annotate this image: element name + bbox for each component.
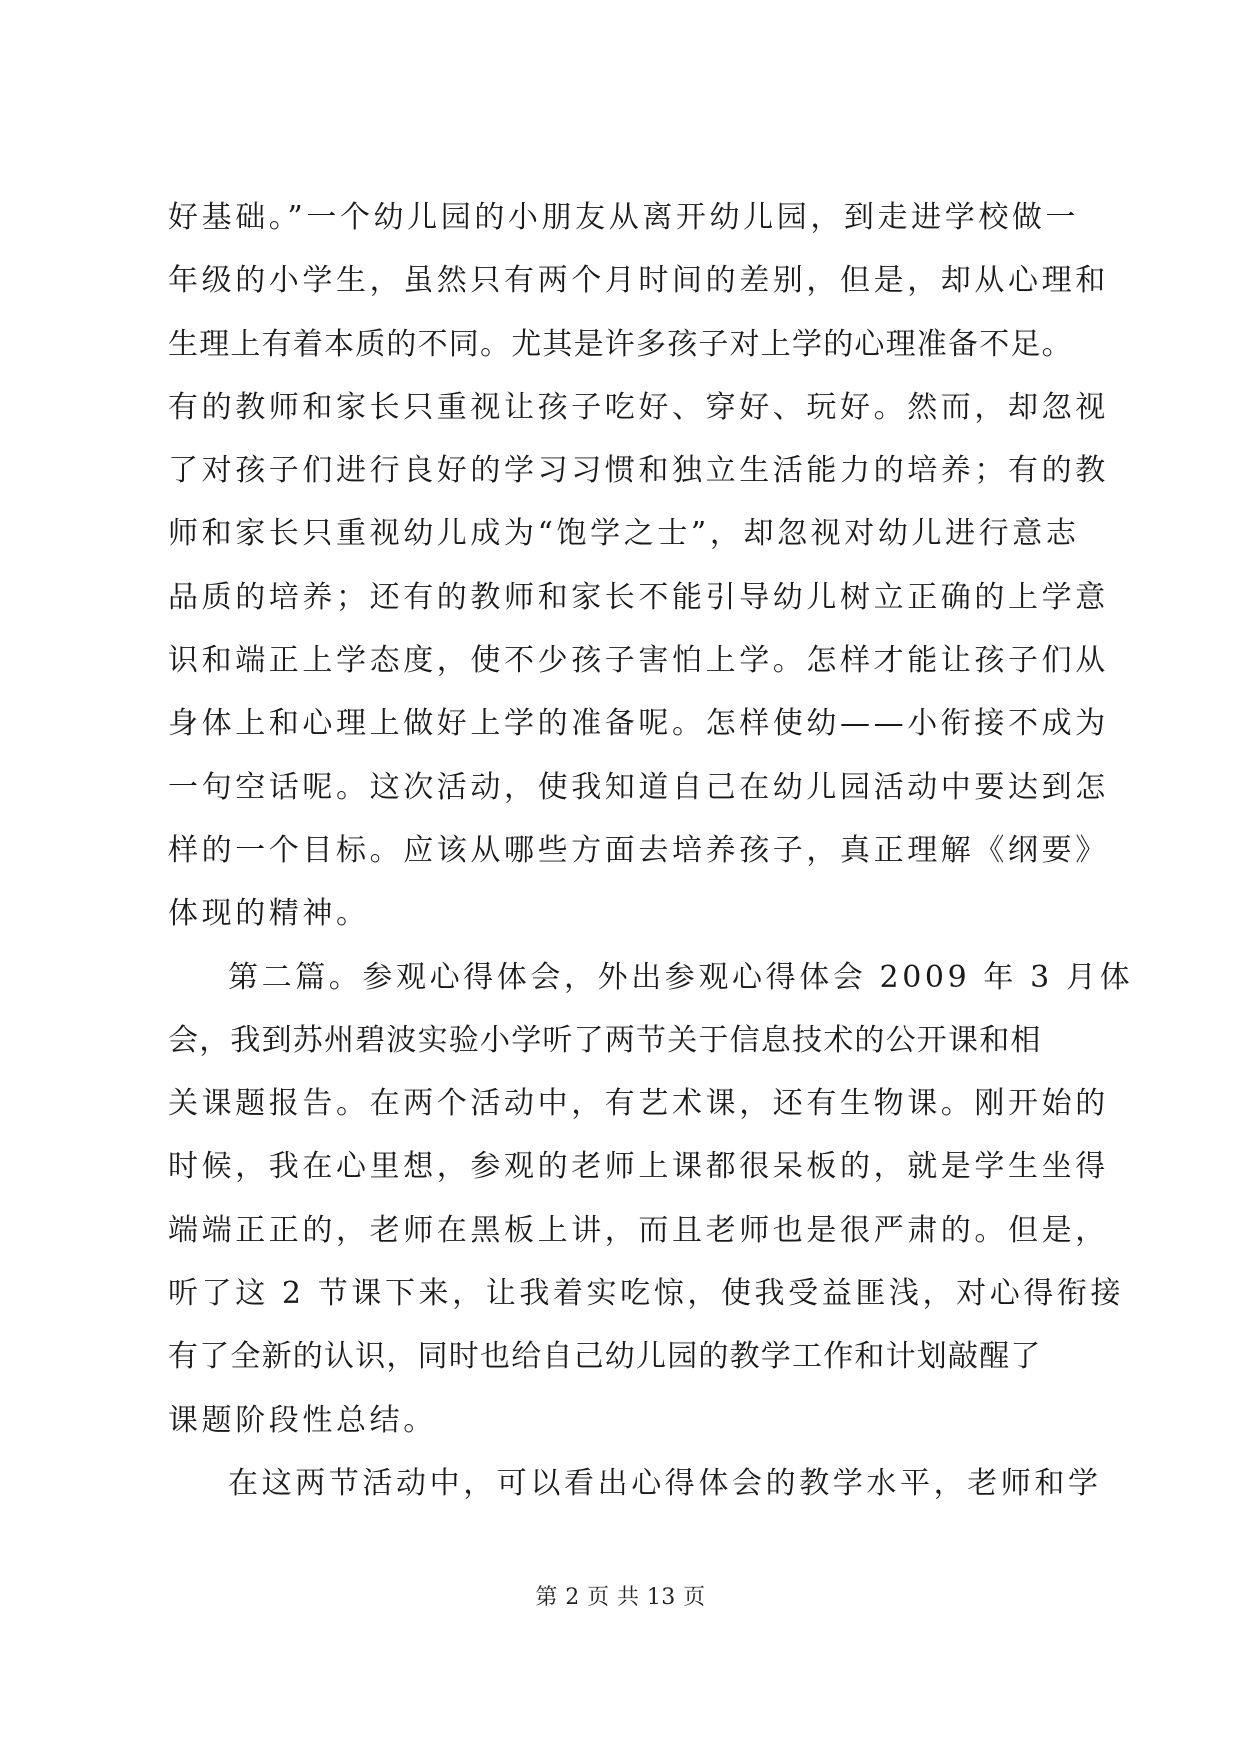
text-line-5: 了对孩子们进行良好的学习习惯和独立生活能力的培养；有的教 — [168, 453, 1109, 489]
text-line-14: 会，我到苏州碧波实验小学听了两节关于信息技术的公开课和相 — [168, 1022, 1042, 1058]
text-line-3: 生理上有着本质的不同。尤其是许多孩子对上学的心理准备不足。 — [168, 326, 1073, 362]
text-line-2: 年级的小学生，虽然只有两个月时间的差别，但是，却从心理和 — [168, 263, 1109, 299]
text-line-1: 好基础。”一个幼儿园的小朋友从离开幼儿园，到走进学校做一 — [168, 200, 1080, 235]
text-line-8: 识和端正上学态度，使不少孩子害怕上学。怎样才能让孩子们从 — [168, 643, 1109, 679]
text-line-4: 有的教师和家长只重视让孩子吃好、穿好、玩好。然而，却忽视 — [168, 389, 1109, 425]
text-line-10: 一句空话呢。这次活动，使我知道自己在幼儿园活动中要达到怎 — [168, 769, 1109, 805]
text-line-11: 样的一个目标。应该从哪些方面去培养孩子，真正理解《纲要》 — [168, 832, 1109, 868]
text-line-19: 有了全新的认识，同时也给自己幼儿园的教学工作和计划敲醒了 — [168, 1339, 1042, 1375]
text-line-15: 关课题报告。在两个活动中，有艺术课，还有生物课。刚开始的 — [168, 1086, 1109, 1122]
document-body — [168, 186, 1134, 1515]
text-line-18: 听了这 2 节课下来，让我着实吃惊，使我受益匪浅，对心得衔接 — [168, 1276, 1125, 1312]
text-line-6: 师和家长只重视幼儿成为“饱学之士”，却忽视对幼儿进行意志 — [168, 516, 1080, 552]
text-line-9: 身体上和心理上做好上学的准备呢。怎样使幼——小衔接不成为 — [168, 706, 1109, 742]
text-line-13: 第二篇。参观心得体会，外出参观心得体会 2009 年 3 月体 — [228, 959, 1134, 995]
text-line-20: 课题阶段性总结。 — [168, 1402, 437, 1438]
text-line-16: 时候，我在心里想，参观的老师上课都很呆板的，就是学生坐得 — [168, 1149, 1109, 1185]
text-line-7: 品质的培养；还有的教师和家长不能引导幼儿树立正确的上学意 — [168, 579, 1109, 615]
page-number-footer: 第 2 页 共 13 页 — [535, 1585, 706, 1610]
text-line-17: 端端正正的，老师在黑板上讲，而且老师也是很严肃的。但是， — [168, 1212, 1109, 1248]
text-line-21: 在这两节活动中，可以看出心得体会的教学水平，老师和学 — [228, 1465, 1102, 1501]
text-line-12: 体现的精神。 — [168, 896, 370, 932]
